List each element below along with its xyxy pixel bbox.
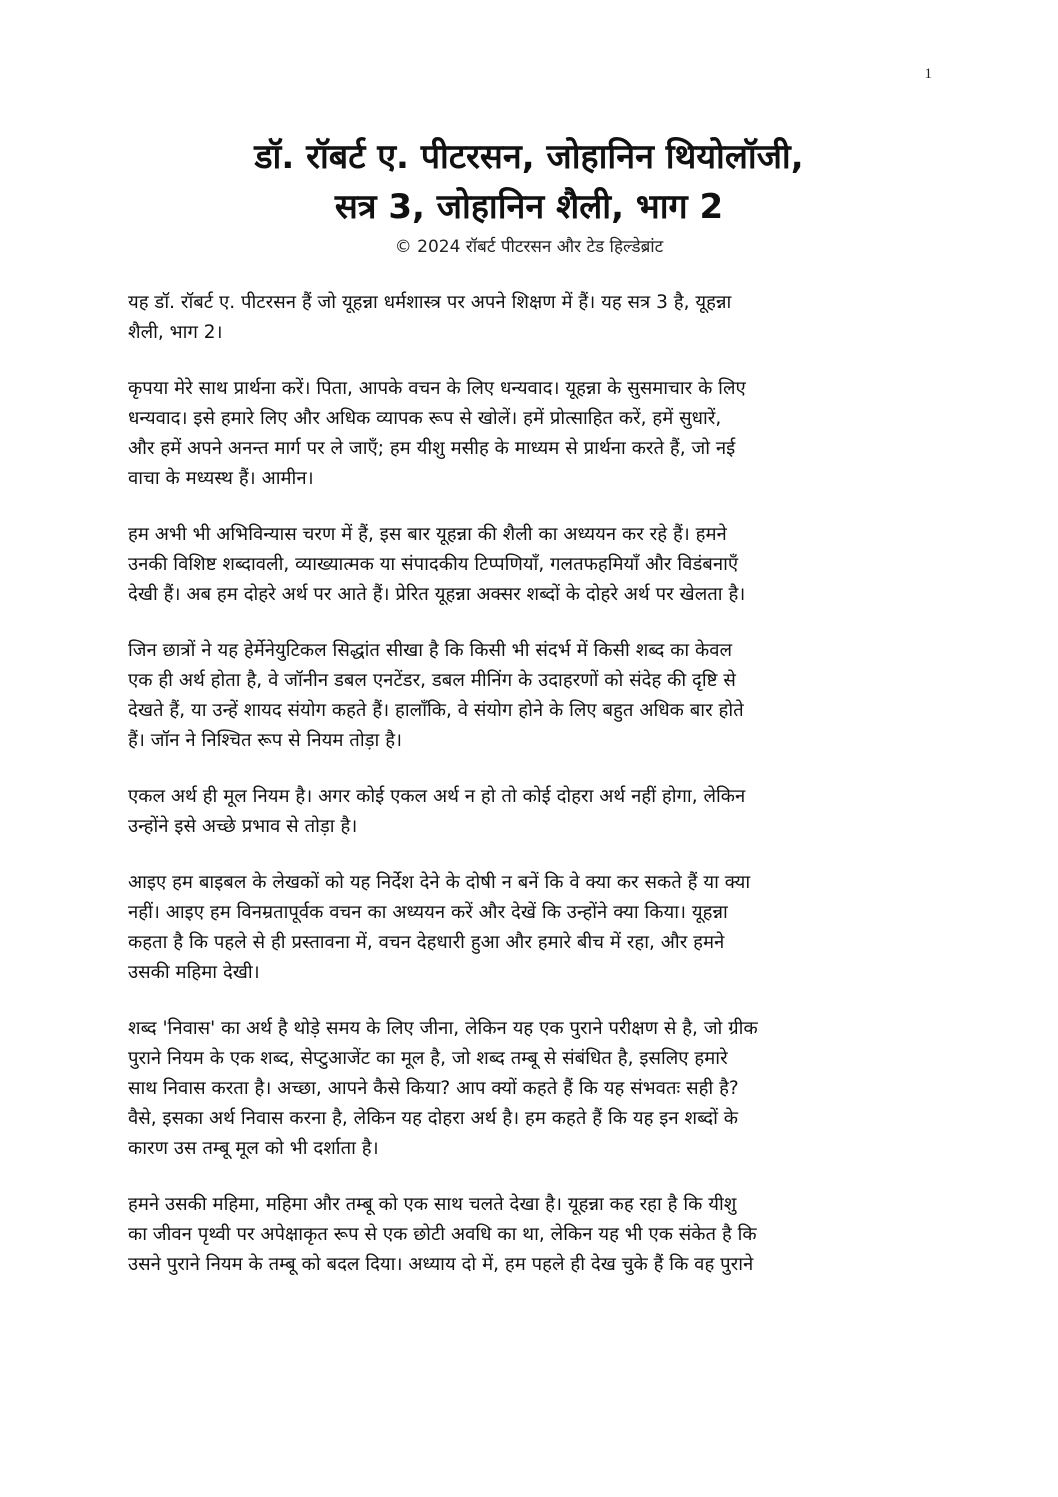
text-line: एकल अर्थ ही मूल नियम है। अगर कोई एकल अर्थ न हो तो कोई दोहरा अर्थ नहीं होगा, लेकिन: [128, 786, 746, 807]
paragraph-dwelling: [128, 1014, 928, 1164]
text-line: कहता है कि पहले से ही प्रस्तावना में, वचन देहधारी हुआ और हमारे बीच में रहा, और हमने: [128, 932, 725, 953]
text-line: नहीं। आइए हम विनम्रतापूर्वक वचन का अध्ययन करें और देखें कि उन्होंने क्या किया। यूहन्ना: [128, 902, 728, 923]
paragraph-glory-tabernacle: [128, 1190, 928, 1280]
text-line: उनकी विशिष्ट शब्दावली, व्याख्यात्मक या संपादकीय टिप्पणियाँ, गलतफहमियाँ और विडंबनाएँ: [128, 554, 739, 575]
text-line: शब्द 'निवास' का अर्थ है थोड़े समय के लिए जीना, लेकिन यह एक पुराने परीक्षण से है, जो ग्रीक: [128, 1018, 758, 1039]
text-line: उसकी महिमा देखी।: [128, 962, 260, 983]
paragraph-orientation: [128, 520, 928, 610]
text-line: हैं। जॉन ने निश्चित रूप से नियम तोड़ा है।: [128, 730, 403, 751]
paragraph-intro: [128, 288, 928, 348]
paragraph-prayer: [128, 374, 928, 494]
paragraph-hermeneutics: [128, 636, 928, 756]
text-line: आइए हम बाइबल के लेखकों को यह निर्देश देने के दोषी न बनें कि वे क्या कर सकते हैं या क्या: [128, 872, 751, 893]
text-line: धन्यवाद। इसे हमारे लिए और अधिक व्यापक रूप से खोलें। हमें प्रोत्साहित करें, हमें सुधारें,: [128, 408, 722, 429]
text-line: एक ही अर्थ होता है, वे जॉनीन डबल एनटेंडर, डबल मीनिंग के उदाहरणों को संदेह की दृष्टि से: [128, 670, 736, 691]
text-line: वाचा के मध्यस्थ हैं। आमीन।: [128, 468, 314, 489]
text-line: का जीवन पृथ्वी पर अपेक्षाकृत रूप से एक छोटी अवधि का था, लेकिन यह भी एक संकेत है कि: [128, 1224, 757, 1245]
text-line: और हमें अपने अनन्त मार्ग पर ले जाएँ; हम यीशु मसीह के माध्यम से प्रार्थना करते हैं, जो नई: [128, 438, 736, 459]
text-line: यह डॉ. रॉबर्ट ए. पीटरसन हैं जो यूहन्ना धर्मशास्त्र पर अपने शिक्षण में हैं। यह सत्र 3 है, यूहन्ना: [128, 292, 732, 313]
text-line: साथ निवास करता है। अच्छा, आपने कैसे किया? आप क्यों कहते हैं कि यह संभवतः सही है?: [128, 1078, 739, 1099]
text-line: शैली, भाग 2।: [128, 322, 223, 343]
paragraph-bible-authors: [128, 868, 928, 988]
paragraph-single-meaning: [128, 782, 928, 842]
body-text: [128, 288, 928, 1306]
text-line: जिन छात्रों ने यह हेर्मेनेयुटिकल सिद्धांत सीखा है कि किसी भी संदर्भ में किसी शब्द का केवल: [128, 640, 733, 661]
text-line: हमने उसकी महिमा, महिमा और तम्बू को एक साथ चलते देखा है। यूहन्ना कह रहा है कि यीशु: [128, 1194, 737, 1215]
page-number: 1: [924, 66, 932, 82]
text-line: पुराने नियम के एक शब्द, सेप्टुआजेंट का मूल है, जो शब्द तम्बू से संबंधित है, इसलिए हमारे: [128, 1048, 728, 1069]
document-title-line-1: डॉ. रॉबर्ट ए. पीटरसन, जोहानिन थियोलॉजी,: [254, 137, 804, 177]
text-line: देखी हैं। अब हम दोहरे अर्थ पर आते हैं। प्रेरित यूहन्ना अक्सर शब्दों के दोहरे अर्थ पर खेलता है।: [128, 584, 746, 605]
copyright-notice: © 2024 रॉबर्ट पीटरसन और टेड हिल्डेब्रांट: [394, 237, 664, 257]
text-line: उसने पुराने नियम के तम्बू को बदल दिया। अध्याय दो में, हम पहले ही देख चुके हैं कि वह पुराने: [128, 1254, 754, 1275]
title-block: [90, 132, 968, 260]
text-line: उन्होंने इसे अच्छे प्रभाव से तोड़ा है।: [128, 816, 358, 837]
text-line: कृपया मेरे साथ प्रार्थना करें। पिता, आपके वचन के लिए धन्यवाद। यूहन्ना के सुसमाचार के लिए: [128, 378, 746, 399]
text-line: हम अभी भी अभिविन्यास चरण में हैं, इस बार यूहन्ना की शैली का अध्ययन कर रहे हैं। हमने: [128, 524, 727, 545]
text-line: वैसे, इसका अर्थ निवास करना है, लेकिन यह दोहरा अर्थ है। हम कहते हैं कि यह इन शब्दों के: [128, 1108, 738, 1129]
text-line: देखते हैं, या उन्हें शायद संयोग कहते हैं। हालाँकि, वे संयोग होने के लिए बहुत अधिक बार होते: [128, 700, 744, 721]
text-line: कारण उस तम्बू मूल को भी दर्शाता है।: [128, 1138, 379, 1159]
document-title-line-2: सत्र 3, जोहानिन शैली, भाग 2: [334, 187, 724, 227]
